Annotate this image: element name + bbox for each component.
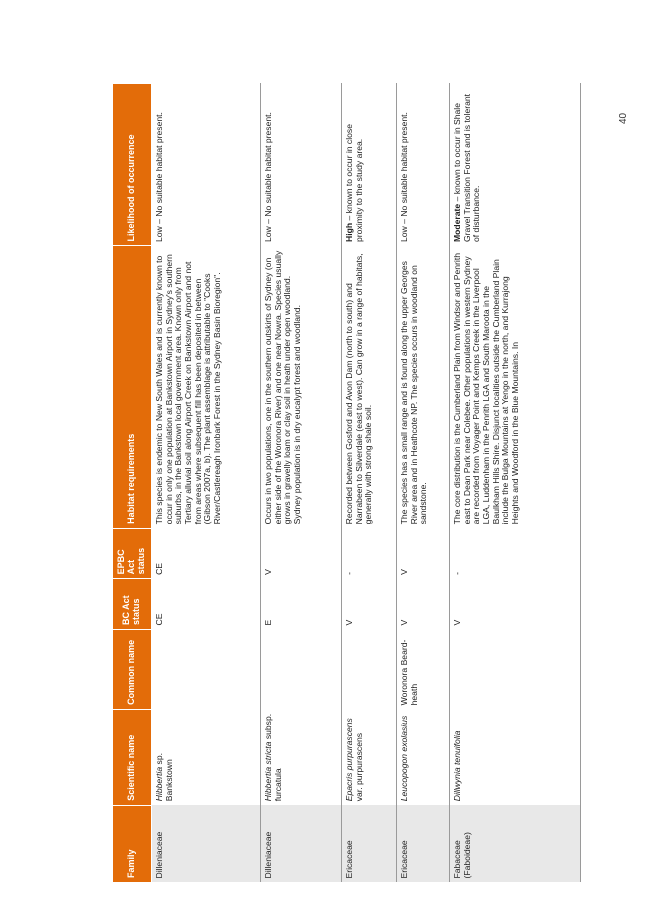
family-cell: Dilleniaceae [261,805,342,882]
common-name-cell [152,630,261,710]
likelihood-text: – known to occur in close proximity to the study area. [344,124,364,242]
epbc-status-cell: - [342,528,397,579]
table-row [450,84,581,883]
header-family: Family [113,805,152,882]
scientific-name-italic: Dillwynia tenuifolia [452,730,462,802]
scientific-name-cell [397,709,450,805]
table-row [342,84,397,883]
bc-status-cell: V [342,579,397,630]
habitat-cell: Occurs in two populations, one in the southern outskirts of Sydney (on either side of the Woronora River) and one near Nowra. Species usually grows in gravelly loam or clay soil in heath under open woodland. Sydney population is in dry eucalypt forest and woodland. [261,246,342,528]
rotated-table-container [112,83,592,883]
scientific-name-cell [261,709,342,805]
likelihood-rating: Moderate [452,203,462,242]
likelihood-text: Low – No suitable habitat present. [154,112,164,242]
common-name-cell [450,630,581,710]
scientific-name-italic: Leucopogon exolasius [399,715,409,802]
threatened-flora-table [112,83,581,883]
bc-status-cell: CE [152,579,261,630]
table-header-row [113,84,152,883]
common-name-cell: Woronora Beard-heath [397,630,450,710]
likelihood-text: Low – No suitable habitat present. [399,112,409,242]
header-habitat-requirements: Habitat requirements [113,246,152,528]
scientific-name-cell [450,709,581,805]
bc-status-cell: V [397,579,450,630]
epbc-status-cell: CE [152,528,261,579]
header-epbc-act-status: EPBC Act status [113,528,152,579]
likelihood-cell [450,84,581,247]
header-scientific-name: Scientific name [113,709,152,805]
likelihood-cell [397,84,450,247]
epbc-status-cell: V [261,528,342,579]
family-cell: Fabaceae (Faboideae) [450,805,581,882]
habitat-cell: Recorded between Gosford and Avon Dam (north to south) and Narrabeen to Silverdale (east to west). Can grow in a range of habitats, generally with strong shale soil. [342,246,397,528]
scientific-name-rest: sp. Bankstown [154,753,174,802]
likelihood-text: Low – No suitable habitat present. [263,112,273,242]
header-likelihood: Likelihood of occurrence [113,84,152,247]
likelihood-cell [261,84,342,247]
scientific-name-cell [152,709,261,805]
bc-status-cell: V [450,579,581,630]
common-name-cell [261,630,342,710]
page-number: 40 [618,112,629,124]
likelihood-rating: High [344,222,354,242]
scientific-name-italic: Epacris purpurascens [344,718,354,802]
epbc-status-cell: V [397,528,450,579]
scientific-name-italic: Hibbertia stricta [263,741,273,802]
habitat-cell: This species is endemic to New South Wales and is currently known to occur in only one population at Bankstown Airport in Sydney's southern suburbs, in the Bankstown local government area. Known only from Tertiary alluvial soil along Airport Creek on Bankstown Airport and not from areas where subsequent fill has been deposited in between (Gibson 2007a, b). The plant assemblage is attributable to "Cooks River/Castlereagh Ironbark Forest in the Sydney Basin Bioregion". [152,246,261,528]
common-name-cell [342,630,397,710]
table-row [152,84,261,883]
habitat-cell: The species has a small range and is found along the upper Georges River area and in Heathcote NP. The species occurs in woodland on sandstone. [397,246,450,528]
likelihood-cell [152,84,261,247]
likelihood-text: – known to occur in Shale Gravel Transition Forest and is tolerant of disturbance. [452,93,482,242]
header-bc-act-status: BC Act status [113,579,152,630]
table-row [397,84,450,883]
bc-status-cell: E [261,579,342,630]
family-cell: Dilleniaceae [152,805,261,882]
family-cell: Ericaceae [342,805,397,882]
scientific-name-rest: var. purpurascens [353,732,364,802]
habitat-cell: The core distribution is the Cumberland Plain from Windsor and Penrith east to Dean Park near Colebee. Other populations in western Sydney are recorded from Voyager Point and Kemps Creek in the Liverpool LGA, Luddenham in the Penrith LGA and South Maroota in the Baulkham Hills Shire. Disjunct localities outside the Cumberland Plain include the Bulga Mountains at Yengo in the north, and Kurrajong Heights and Woodford in the Blue Mountains. In [450,246,581,528]
header-common-name: Common name [113,630,152,710]
scientific-name-cell [342,709,397,805]
likelihood-cell [342,84,397,247]
scientific-name-italic: Hibbertia [154,766,164,802]
table-row [261,84,342,883]
family-cell: Ericaceae [397,805,450,882]
epbc-status-cell: - [450,528,581,579]
scientific-name-rest: subsp. furcatula [263,713,283,802]
